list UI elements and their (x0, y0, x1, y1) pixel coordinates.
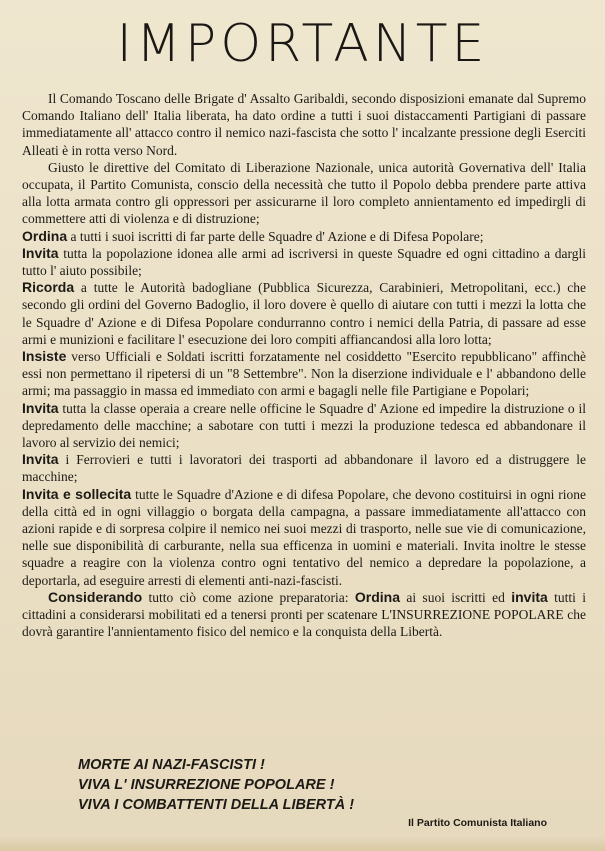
paragraph-ricorda-text: a tutte le Autorità badogliane (Pubblica Sicurezza, Carabinieri, Metropolitani, ecc.) che secondo gli ordini del Governo Badoglio, il loro dovere è quello di aiutare con tutti i mezzi la lotta che le Squadre d' Azione e di Difesa Popolare condurranno contro i nemici della Patria, di passare ad esse armi e munizioni e facilitare l' esecuzione dei loro compiti affiancandosi alla loro lotta; (22, 280, 586, 347)
paper-edge (0, 836, 605, 851)
keyword-invita: Invita (22, 451, 59, 468)
paragraph-insiste-text: verso Ufficiali e Soldati iscritti forzatamente nel cosiddetto "Esercito repubblicano" affinchè essi non permettano il ripetersi di un "8 Settembre". Non la diserzione individuale e l' abbandono delle armi; ma passaggio in massa ed immediato con armi e bagagli nelle file Partigiane e Popolari; (22, 349, 586, 399)
slogan-insurrezione: VIVA L' INSURREZIONE POPOLARE ! (78, 777, 335, 793)
keyword-invita: Invita (22, 399, 59, 416)
keyword-ordina: Ordina (354, 588, 400, 605)
paragraph-invita-sollecita-text: tutte le Squadre d'Azione e di difesa Popolare, che devono costituirsi in ogni rione della città ed in ogni villaggio o borgata della campagna, a passare immediatamente all'attacco con azioni rapide e di sorpresa colpire il nemico nei suoi mezzi di trasporto, nelle sue vie di comunicazione, nelle sue disponibilità di carburante, nella sua efficenza in uomini e materiali. Invita inoltre le stesse squadre a reagire con la violenza contro ogni tentativo del nemico a depredare la popolazione, a deportarla, ad eseguire arresti di elementi anti-nazi-fascisti. (22, 486, 586, 588)
poster-body (22, 90, 586, 641)
paragraph-considerando-text: tutto ciò come azione preparatoria: (142, 589, 355, 605)
paragraph-directives: Giusto le direttive del Comitato di Liberazione Nazionale, unica autorità Governativa dell' Italia occupata, il Partito Comunista, conscio della necessità che tutto il Popolo debba prendere parte attiva alla lotta armata contro gli oppressori per assicurarne il loro completo annientamento ed impedirgli di commettere atti di violenza e di distruzione; (22, 159, 586, 227)
paragraph-invita-ferrovieri (22, 451, 586, 485)
poster-title: IMPORTANTE (116, 14, 489, 74)
paragraph-invita-ferrovieri-text: i Ferrovieri e tutti i lavoratori dei trasporti ad abbandonare il lavoro ed a distruggere le macchine; (22, 452, 586, 485)
paragraph-insiste (22, 348, 586, 400)
keyword-invita-sollecita: Invita e sollecita (22, 485, 132, 502)
slogan-morte: MORTE AI NAZI-FASCISTI ! (78, 757, 265, 773)
paragraph-invita-sollecita (22, 486, 586, 589)
keyword-considerando: Considerando (48, 588, 143, 605)
paragraph-considerando-text-3: tutti i cittadini a considerarsi mobilitati ed a tenersi pronti per scatenare L'INSURREZIONE POPOLARE che dovrà garantire l'annientamento fisico del nemico e la conquista della Libertà. (22, 589, 586, 640)
paragraph-ricorda (22, 279, 586, 348)
paragraph-ordina-text: a tutti i suoi iscritti di far parte delle Squadre d' Azione e di Difesa Popolare; (67, 228, 484, 244)
paragraph-invita-popolazione (22, 245, 586, 279)
keyword-ricorda: Ricorda (22, 279, 75, 296)
slogans (78, 755, 558, 815)
keyword-invita: invita (511, 588, 548, 605)
paragraph-invita-operaia-text: tutta la classe operaia a creare nelle officine le Squadre d' Azione ed impedire la distruzione o il depredamento delle macchine; a sabotare con tutti i mezzi la produzione tedesca ed abbandonare il lavoro al servizio dei nemici; (22, 400, 586, 451)
paragraph-invita-operaia (22, 400, 586, 452)
slogan-combattenti: VIVA I COMBATTENTI DELLA LIBERTÀ ! (78, 797, 355, 813)
keyword-ordina: Ordina (22, 227, 68, 244)
paragraph-ordina (22, 228, 586, 245)
keyword-insiste: Insiste (22, 348, 67, 365)
signature: Il Partito Comunista Italiano (408, 817, 547, 829)
paragraph-intro: Il Comando Toscano delle Brigate d' Assalto Garibaldi, secondo disposizioni emanate dal Supremo Comando Italiano dell' Italia liberata, ha dato ordine a tutti i suoi distaccamenti Partigiani di passare immediatamente all' attacco contro il nemico nazi-fascista che sotto l' incalzante pressione degli Eserciti Alleati è in rotta verso Nord. (22, 91, 586, 158)
paragraph-considerando-text-2: ai suoi iscritti ed (400, 589, 512, 605)
paragraph-invita-popolazione-text: tutta la popolazione idonea alle armi ad iscriversi in queste Squadre ed ogni cittadino a dargli tutto l' aiuto possibile; (22, 245, 586, 279)
keyword-invita: Invita (22, 244, 59, 261)
paragraph-considerando (22, 589, 586, 641)
